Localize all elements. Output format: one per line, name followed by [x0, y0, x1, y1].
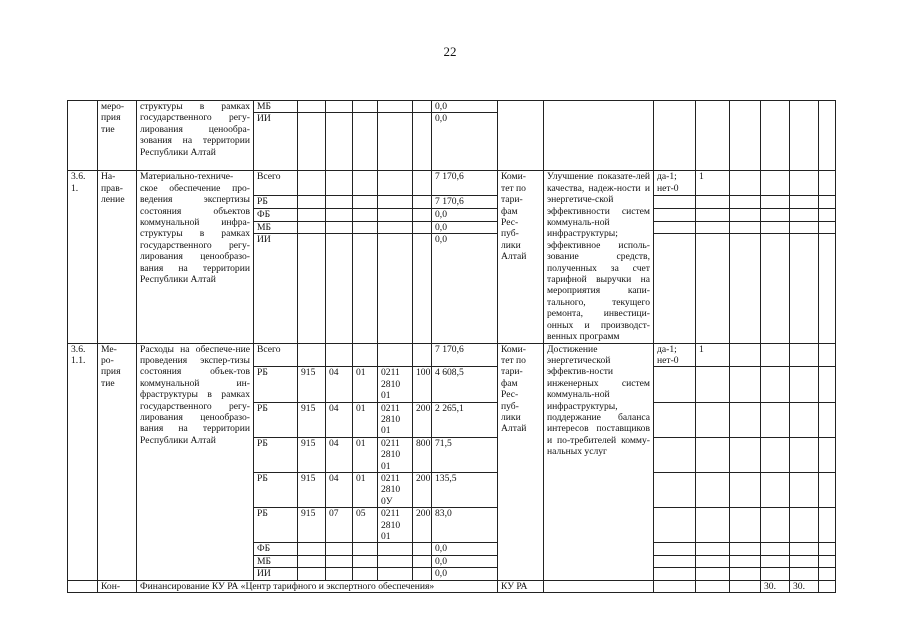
indicator-value: 1 — [696, 171, 730, 196]
expected-result: Достижение энергетической эффектив-ности инженерных систем коммуналь-ной инфраструктуры, поддержание баланса интересов поставщиков и по-требителей комму-нальных услуг — [544, 343, 654, 580]
indicator-value: 1 — [696, 343, 730, 367]
table-row — [68, 343, 836, 367]
row-description: Расходы на обеспече-ние проведения экспер-тизы состояния объек-тов коммунальной ин-фраструктуры в рамках государственного регу-лирования ценообразо-вания на территории Республики Алтай — [137, 343, 254, 580]
rz-code: 07 — [326, 508, 353, 543]
row-description: Материально-техниче-ское обеспечение про-ведения экспертизы состояния объектов коммунальной инфра-структуры в рамках государственного регу-лирования ценообразо-вания на территории Республики Алтай — [137, 171, 254, 343]
vr-code: 800 — [413, 437, 432, 472]
pr-code: 01 — [353, 437, 378, 472]
row-type: Ме- ро- прия тие — [98, 343, 137, 580]
page-number: 22 — [443, 44, 457, 59]
row-code: 3.6. 1. — [68, 171, 98, 343]
amount: 0,0 — [432, 555, 498, 567]
indicator: да-1; нет-0 — [654, 171, 696, 196]
rz-code: 04 — [326, 402, 353, 437]
funding-source: Всего — [254, 343, 298, 367]
funding-source: Всего — [254, 171, 298, 196]
funding-source: РБ — [254, 472, 298, 507]
funding-source: РБ — [254, 437, 298, 472]
amount: 83,0 — [432, 508, 498, 543]
amount: 7 170,6 — [432, 171, 498, 196]
pr-code: 01 — [353, 402, 378, 437]
row-code: 3.6. 1.1. — [68, 343, 98, 580]
vr-code: 200 — [413, 402, 432, 437]
grbs-code: 915 — [298, 402, 326, 437]
funding-source: МБ — [254, 101, 298, 113]
target-value: 30. — [761, 580, 790, 592]
pr-code: 05 — [353, 508, 378, 543]
executor: Коми- тет по тари- фам Рес- пуб- лики Алтай — [498, 171, 544, 343]
funding-source: РБ — [254, 367, 298, 402]
expected-result: Улучшение показате-лей качества, надеж-ности и энергетиче-ской эффективности систем коммуналь-ной инфраструктуры; эффективное исполь-зование средств, полученных за счет тарифной выручки на мероприятия капи-тального, текущего ремонта, инвестици-онных и производст-венных программ — [544, 171, 654, 343]
funding-source: ИИ — [254, 113, 298, 171]
target-value: 30. — [790, 580, 819, 592]
funding-source: ИИ — [254, 568, 298, 580]
amount: 7 170,6 — [432, 195, 498, 208]
amount: 0,0 — [432, 113, 498, 171]
row-description: Финансирование КУ РА «Центр тарифного и экспертного обеспечения» — [137, 580, 498, 592]
executor: КУ РА — [498, 580, 544, 592]
vr-code: 200 — [413, 508, 432, 543]
rz-code: 04 — [326, 472, 353, 507]
pr-code: 01 — [353, 367, 378, 402]
grbs-code: 915 — [298, 367, 326, 402]
funding-source: ИИ — [254, 234, 298, 343]
grbs-code: 915 — [298, 508, 326, 543]
amount: 0,0 — [432, 234, 498, 343]
grbs-code: 915 — [298, 472, 326, 507]
amount: 7 170,6 — [432, 343, 498, 367]
funding-source: РБ — [254, 508, 298, 543]
amount: 0,0 — [432, 543, 498, 555]
row-type: Кон- — [98, 580, 137, 592]
amount: 0,0 — [432, 101, 498, 113]
amount: 0,0 — [432, 221, 498, 234]
table-row — [68, 101, 836, 113]
funding-source: МБ — [254, 555, 298, 567]
indicator: да-1; нет-0 — [654, 343, 696, 367]
csr-code: 0211 2810 0У — [378, 472, 413, 507]
csr-code: 0211 2810 01 — [378, 402, 413, 437]
amount: 0,0 — [432, 568, 498, 580]
row-type: меро- прия тие — [98, 101, 137, 171]
vr-code: 100 — [413, 367, 432, 402]
amount: 4 608,5 — [432, 367, 498, 402]
program-table — [67, 100, 836, 593]
amount: 71,5 — [432, 437, 498, 472]
csr-code: 0211 2810 01 — [378, 437, 413, 472]
csr-code: 0211 2810 01 — [378, 367, 413, 402]
row-code — [68, 101, 98, 171]
table-row — [68, 171, 836, 196]
vr-code: 200 — [413, 472, 432, 507]
row-type: На- прав- ление — [98, 171, 137, 343]
funding-source: РБ — [254, 195, 298, 208]
rz-code: 04 — [326, 437, 353, 472]
funding-source: РБ — [254, 402, 298, 437]
table-row — [68, 580, 836, 592]
rz-code: 04 — [326, 367, 353, 402]
executor: Коми- тет по тари- фам Рес- пуб- лики Алтай — [498, 343, 544, 580]
amount: 135,5 — [432, 472, 498, 507]
funding-source: ФБ — [254, 208, 298, 221]
funding-source: МБ — [254, 221, 298, 234]
csr-code: 0211 2810 01 — [378, 508, 413, 543]
funding-source: ФБ — [254, 543, 298, 555]
pr-code: 01 — [353, 472, 378, 507]
amount: 2 265,1 — [432, 402, 498, 437]
row-description: структуры в рамках государственного регу-лирования ценообра-зования на территории Республики Алтай — [137, 101, 254, 171]
grbs-code: 915 — [298, 437, 326, 472]
amount: 0,0 — [432, 208, 498, 221]
